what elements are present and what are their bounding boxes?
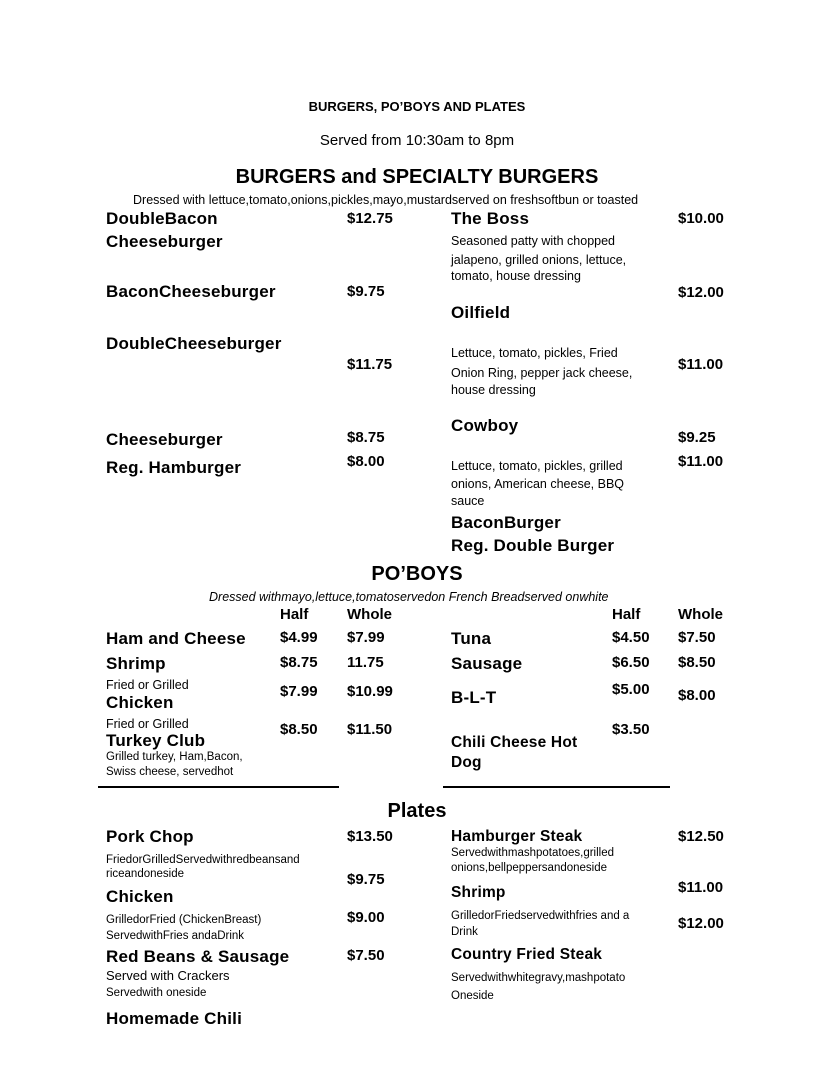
item-description: GrilledorFriedservedwithfries and a <box>451 910 630 922</box>
item-name: Chili Cheese Hot <box>451 734 578 751</box>
item-name: BaconBurger <box>451 513 561 532</box>
item-name: BaconCheeseburger <box>106 282 276 301</box>
item-price-half: $8.50 <box>280 721 318 738</box>
item-description: Drink <box>451 926 478 938</box>
item-price: $9.00 <box>347 909 385 926</box>
item-price-whole: $8.50 <box>678 654 716 671</box>
serving-hours: Served from 10:30am to 8pm <box>319 132 515 149</box>
item-name: Ham and Cheese <box>106 629 246 648</box>
divider <box>98 786 339 788</box>
item-description: Seasoned patty with chopped <box>451 234 616 248</box>
item-name: Chicken <box>106 693 174 712</box>
item-name: Reg. Hamburger <box>106 458 242 477</box>
item-price: $7.50 <box>347 947 385 964</box>
item-name: Red Beans & Sausage <box>106 947 290 966</box>
item-name: Reg. Double Burger <box>451 536 615 555</box>
item-price: $11.00 <box>678 453 724 470</box>
item-price: $13.50 <box>347 828 393 845</box>
item-description: Served with Crackers <box>106 968 230 983</box>
item-name: Turkey Club <box>106 731 206 750</box>
item-price: $9.75 <box>347 283 385 300</box>
item-description: house dressing <box>451 383 536 397</box>
item-description: Servedwithmashpotatoes,grilled <box>451 847 615 859</box>
item-name: Cheeseburger <box>106 430 223 449</box>
item-name: Cheeseburger <box>106 232 223 251</box>
item-name: DoubleBacon <box>106 209 218 228</box>
item-prefix: Fried or Grilled <box>106 678 189 692</box>
item-price-whole: $7.50 <box>678 629 716 646</box>
item-price: $11.00 <box>678 879 724 896</box>
column-header-half: Half <box>280 606 309 623</box>
item-price-half: $4.99 <box>280 629 318 646</box>
item-description: tomato, house dressing <box>451 269 581 283</box>
item-price-half: $4.50 <box>612 629 650 646</box>
divider <box>443 786 670 788</box>
burgers-note: Dressed with lettuce,tomato,onions,pickles,mayo,mustardserved on freshsoftbun or toasted <box>133 193 639 207</box>
item-description: riceandoneside <box>106 868 185 880</box>
item-price-half: $7.99 <box>280 683 318 700</box>
item-name: Tuna <box>451 629 492 648</box>
item-description: sauce <box>451 494 485 508</box>
item-description: jalapeno, grilled onions, lettuce, <box>451 253 627 267</box>
item-name: Sausage <box>451 654 523 673</box>
item-name: Chicken <box>106 887 174 906</box>
item-description: onions,bellpeppersandoneside <box>451 862 608 874</box>
item-price-whole: $8.00 <box>678 687 716 704</box>
item-description: Swiss cheese, servedhot <box>106 766 234 778</box>
item-description: Servedwithwhitegravy,mashpotato <box>451 972 626 984</box>
item-name: Shrimp <box>451 884 506 901</box>
item-name: Shrimp <box>106 654 166 673</box>
item-description: Lettuce, tomato, pickles, grilled <box>451 459 623 473</box>
plates-heading: Plates <box>387 800 447 822</box>
item-price-whole: 11.75 <box>347 654 384 671</box>
item-price: $11.75 <box>347 356 393 373</box>
burgers-heading: BURGERS and SPECIALTY BURGERS <box>235 166 599 188</box>
item-price-whole: $7.99 <box>347 629 385 646</box>
item-name: Hamburger Steak <box>451 828 583 845</box>
item-name: Dog <box>451 754 482 771</box>
item-price: $12.00 <box>678 284 724 301</box>
item-price: $10.00 <box>678 210 724 227</box>
item-price: $12.00 <box>678 915 724 932</box>
item-description: onions, American cheese, BBQ <box>451 477 625 491</box>
item-price-half: $3.50 <box>612 721 650 738</box>
menu-title: BURGERS, PO’BOYS AND PLATES <box>308 99 526 114</box>
item-price: $11.00 <box>678 356 724 373</box>
column-header-whole: Whole <box>347 606 392 623</box>
item-name: DoubleCheeseburger <box>106 334 282 353</box>
item-price: $9.75 <box>347 871 385 888</box>
item-price: $12.50 <box>678 828 724 845</box>
item-description: Servedwith oneside <box>106 987 207 999</box>
item-name: Oilfield <box>451 303 511 322</box>
item-name: B-L-T <box>451 688 497 707</box>
poboys-heading: PO’BOYS <box>371 563 463 585</box>
item-description: Grilled turkey, Ham,Bacon, <box>106 751 243 763</box>
item-price-half: $6.50 <box>612 654 650 671</box>
item-description: FriedorGrilledServedwithredbeansand <box>106 854 300 866</box>
column-header-whole: Whole <box>678 606 723 623</box>
item-price: $8.00 <box>347 453 385 470</box>
item-name: Country Fried Steak <box>451 946 603 963</box>
item-price: $9.25 <box>678 429 716 446</box>
item-description: GrilledorFried (ChickenBreast) <box>106 914 262 926</box>
item-description: Onion Ring, pepper jack cheese, <box>451 366 633 380</box>
item-description: ServedwithFries andaDrink <box>106 930 245 942</box>
column-header-half: Half <box>612 606 641 623</box>
item-price-whole: $11.50 <box>347 721 393 738</box>
item-name: Pork Chop <box>106 827 194 846</box>
item-price: $8.75 <box>347 429 385 446</box>
poboys-note: Dressed withmayo,lettuce,tomatoservedon French Breadserved onwhite <box>209 590 609 604</box>
item-prefix: Fried or Grilled <box>106 717 189 731</box>
item-name: The Boss <box>451 209 530 228</box>
item-name: Cowboy <box>451 416 519 435</box>
item-price: $12.75 <box>347 210 393 227</box>
item-description: Oneside <box>451 990 494 1002</box>
item-price-half: $8.75 <box>280 654 318 671</box>
item-name: Homemade Chili <box>106 1009 242 1028</box>
item-price-half: $5.00 <box>612 681 650 698</box>
item-price-whole: $10.99 <box>347 683 393 700</box>
item-description: Lettuce, tomato, pickles, Fried <box>451 346 618 360</box>
